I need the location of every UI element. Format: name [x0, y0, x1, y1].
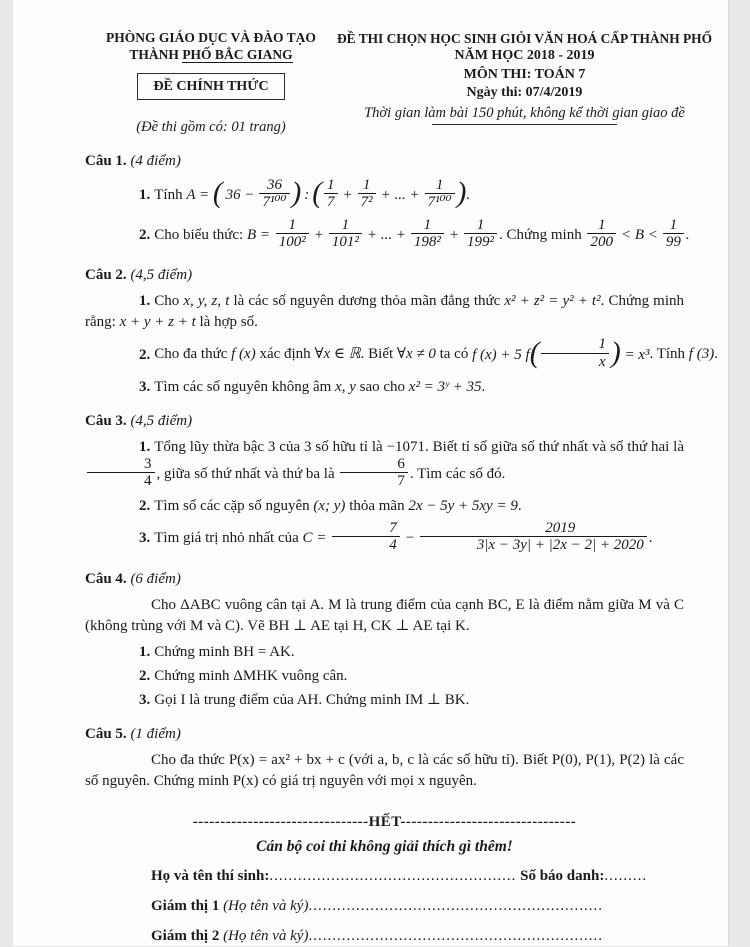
- question-2-item-1: 1. Cho x, y, z, t là các số nguyên dương thỏa mãn đẳng thức x² + z² = y² + t². Chứng minh rằng: x + y + z + t là hợp số.: [85, 293, 685, 331]
- proctor-1-line: [85, 896, 684, 917]
- pages-note: (Đề thi gồm có: 01 trang): [136, 119, 286, 136]
- header-right-column: [337, 30, 712, 138]
- question-2-points: (4,5 điểm): [130, 267, 193, 284]
- question-3-item-3: 3. Tìm giá trị nhỏ nhất của C = $\frac{7}{4}$ − $\frac{2019}{3|x - 3y| + |2x - 2| + 2020}$ .: [139, 520, 653, 554]
- het-label: HẾT: [368, 813, 401, 830]
- question-1-item-2: 2. Cho biểu thức: B = $\frac{1}{\text{100²}}$ + $\frac{1}{\text{101²}}$ + ... + $\frac{1}{\text{198²}}$ + $\frac{1}{\text{199²}}$ . Chứng minh $\frac{1}{200}$ < B < $\frac{1}{99}$ .: [139, 217, 690, 251]
- fraction-1-over-99: $\frac{1}{99}$: [663, 217, 684, 250]
- fraction-1-over-199-2: $\frac{1}{\text{199²}}$: [464, 217, 497, 250]
- item-label: 1.: [139, 293, 151, 310]
- item-label: 3.: [139, 378, 151, 395]
- question-4-item-2: 2. Chứng minh ΔMHK vuông cân.: [139, 667, 348, 684]
- question-4-item-3: 3. Gọi I là trung điểm của AH. Chứng minh IM ⊥ BK.: [139, 691, 470, 708]
- exam-page: [13, 0, 729, 946]
- proctor-2-dots: ..............................................................: [308, 928, 603, 945]
- org-name-underlined: PHỐ BẮC GIANG: [182, 46, 293, 62]
- fraction-1-over-101-2: $\frac{1}{\text{101²}}$: [329, 217, 362, 250]
- header-left-column: [85, 30, 337, 138]
- proctor-1-note: (Họ tên và ký): [223, 898, 309, 915]
- page-header: [85, 30, 712, 138]
- org-name-line1: PHÒNG GIÁO DỤC VÀ ĐÀO TẠO: [106, 30, 316, 45]
- fraction-1-over-200: $\frac{1}{200}$: [587, 217, 616, 250]
- fraction-1-over-100-2: $\frac{1}{\text{100²}}$: [276, 217, 309, 250]
- candidate-name-label: Họ và tên thí sinh:: [151, 868, 270, 885]
- exam-date: Ngày thi: 07/4/2019: [466, 84, 583, 100]
- proctor-1-label: Giám thị 1: [151, 898, 220, 915]
- fraction-6-over-7: $\frac{6}{7}$: [340, 456, 408, 489]
- right-paren: ): [291, 177, 302, 210]
- exam-subject: MÔN THI: TOÁN 7: [463, 66, 586, 82]
- school-year: NĂM HỌC 2018 - 2019: [454, 48, 595, 64]
- question-1-item-1: 1. Tính A = ( 36 − $\frac{36}{\text{7¹⁰⁰}}$ ) : ( $\frac{1}{7}$ + $\frac{1}{\text{7²}}$ + ... + $\frac{1}{\text{7¹⁰⁰}}$ ).: [139, 176, 471, 210]
- proctor-2-label: Giám thị 2: [151, 928, 220, 945]
- candidate-number-label: Số báo danh:: [520, 868, 605, 885]
- question-5-heading: Câu 5. (1 điểm): [85, 725, 181, 742]
- formula-B-inequality: $\frac{1}{200}$ < B < $\frac{1}{99}$ .: [585, 227, 689, 243]
- item-label: 2.: [139, 667, 151, 684]
- candidate-number-dots: .........: [604, 868, 648, 885]
- question-3-heading: Câu 3. (4,5 điểm): [85, 412, 193, 429]
- fraction-36-over-7-100: $\frac{36}{\text{7¹⁰⁰}}$: [259, 177, 289, 210]
- fraction-1-over-7-100: $\frac{1}{\text{7¹⁰⁰}}$: [425, 177, 455, 210]
- item-label: 2.: [139, 498, 151, 515]
- question-4-item-1: 1. Chứng minh BH = AK.: [139, 643, 295, 660]
- fraction-1-over-7: $\frac{1}{7}$: [324, 177, 338, 210]
- exam-duration: Thời gian làm bài 150 phút, không kể thời gian giao đề: [364, 104, 685, 121]
- fraction-1-over-7-2: $\frac{1}{\text{7²}}$: [358, 177, 376, 210]
- question-3-points: (4,5 điểm): [130, 412, 193, 429]
- left-paren: (: [312, 177, 323, 210]
- equation-squares: x² + z² = y² + t²: [504, 293, 601, 310]
- diophantine-equation: 2x − 5y + 5xy = 9: [408, 498, 518, 515]
- dashes-left: --------------------------------: [192, 813, 369, 830]
- formula-B: B = $\frac{1}{\text{100²}}$ + $\frac{1}{\text{101²}}$ + ... + $\frac{1}{\text{198²}}$ + $\frac{1}{\text{199²}}$: [247, 227, 499, 243]
- formula-C: C = $\frac{7}{4}$ − $\frac{2019}{3|x - 3y| + |2x - 2| + 2020}$: [303, 530, 649, 546]
- question-1-points: (4 điểm): [130, 152, 181, 169]
- proctor-2-note: (Họ tên và ký): [223, 928, 309, 945]
- question-1-heading: Câu 1. (4 điểm): [85, 152, 181, 169]
- item-label: 1.: [139, 643, 151, 660]
- exponential-equation: x² = 3ʸ + 35: [408, 378, 482, 395]
- exam-title: ĐỀ THI CHỌN HỌC SINH GIỎI VĂN HOÁ CẤP THÀNH PHỐ: [337, 31, 712, 46]
- question-5-body: Cho đa thức P(x) = ax² + bx + c (với a, b, c là các số hữu tỉ). Biết P(0), P(1), P(2) là các số nguyên. Chứng minh P(x) có giá trị nguyên với mọi x nguyên.: [85, 751, 684, 789]
- item-label: 2.: [139, 346, 151, 363]
- functional-equation: f (x) + 5 f( $\frac{1}{x}$ ) = x³: [472, 336, 650, 370]
- item-label: 1.: [139, 438, 151, 455]
- fraction-7-over-4: $\frac{7}{4}$: [332, 520, 400, 553]
- item-label: 2.: [139, 227, 151, 244]
- question-4-points: (6 điểm): [130, 570, 181, 587]
- item-label: 3.: [139, 530, 151, 547]
- question-4-heading: Câu 4. (6 điểm): [85, 570, 181, 587]
- item-label: 3.: [139, 691, 151, 708]
- question-2-item-3: 3. Tìm các số nguyên không âm x, y sao cho x² = 3ʸ + 35.: [139, 378, 486, 395]
- duration-underline-rule: [432, 124, 617, 125]
- left-paren: (: [529, 337, 540, 370]
- question-3-item-2: 2. Tìm số các cặp số nguyên (x; y) thỏa mãn 2x − 5y + 5xy = 9.: [139, 498, 522, 515]
- question-2-heading: Câu 2. (4,5 điểm): [85, 267, 193, 284]
- candidate-name-line: [85, 866, 684, 887]
- fraction-1-over-198-2: $\frac{1}{\text{198²}}$: [411, 217, 444, 250]
- end-of-exam-rule: [85, 812, 684, 833]
- question-3-item-1: 1. Tổng lũy thừa bậc 3 của 3 số hữu tỉ là −1071. Biết tỉ số giữa số thứ nhất và số thứ hai là $\frac{3}{4}$ , giữa số thứ nhất và thứ ba là $\frac{6}{7}$ . Tìm các số đó.: [85, 437, 684, 491]
- proctor-instruction-note: Cán bộ coi thi không giải thích gì thêm!: [256, 837, 513, 855]
- formula-A: A = ( 36 − $\frac{36}{\text{7¹⁰⁰}}$ ) : ( $\frac{1}{7}$ + $\frac{1}{\text{7²}}$ + ... + $\frac{1}{\text{7¹⁰⁰}}$ ).: [186, 176, 471, 210]
- question-2-item-2: 2. Cho đa thức f (x) xác định ∀x ∈ ℝ. Biết ∀x ≠ 0 ta có f (x) + 5 f( $\frac{1}{x}$ ) = x³. Tính f (3).: [139, 336, 718, 370]
- question-4-intro: Cho ΔABC vuông cân tại A. M là trung điểm của cạnh BC, E là điểm nằm giữa M và C (không trùng với M và C). Vẽ BH ⊥ AE tại H, CK ⊥ AE tại K.: [85, 596, 684, 634]
- dashes-right: --------------------------------: [400, 813, 577, 830]
- fraction-1-over-x: $\frac{1}{x}$: [541, 336, 609, 369]
- item-label: 1.: [139, 186, 151, 203]
- proctor-1-dots: ..............................................................: [308, 898, 603, 915]
- candidate-name-dots: ....................................................: [269, 868, 517, 885]
- fraction-2019-over-abs: $\frac{2019}{3|x - 3y| + |2x - 2| + 2020}$: [420, 520, 647, 553]
- org-name-line2: THÀNH PHỐ BẮC GIANG: [129, 46, 293, 62]
- official-exam-stamp-box: ĐỀ CHÍNH THỨC: [137, 73, 284, 101]
- fraction-3-over-4: $\frac{3}{4}$: [87, 456, 155, 489]
- right-paren: ): [610, 337, 621, 370]
- question-5-points: (1 điểm): [130, 725, 181, 742]
- right-paren: ): [456, 177, 467, 210]
- proctor-2-line: [85, 926, 684, 947]
- left-paren: (: [212, 177, 223, 210]
